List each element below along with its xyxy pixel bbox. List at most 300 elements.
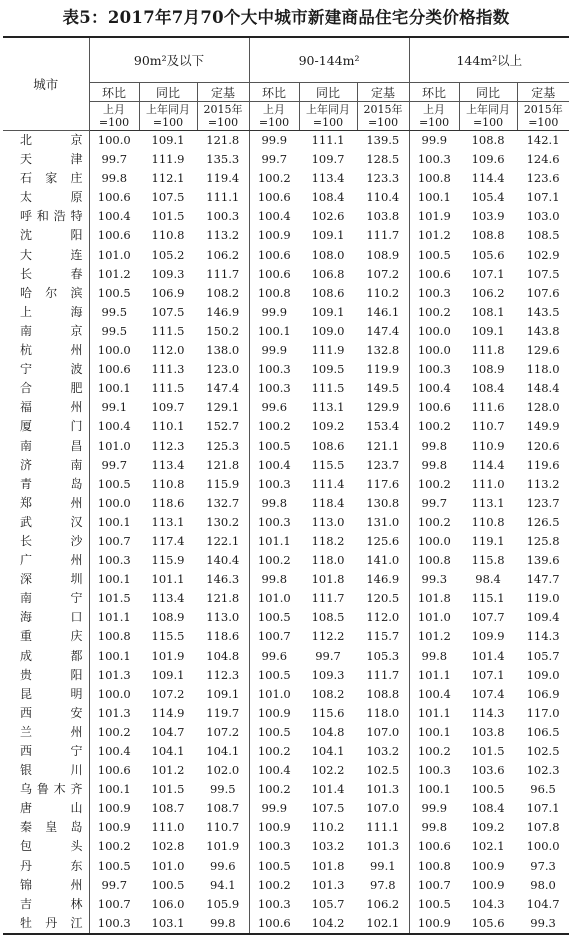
index-value: 111.5 xyxy=(151,381,185,396)
city-name: 吉林 xyxy=(3,895,89,914)
index-value: 109.3 xyxy=(151,266,185,281)
index-value: 110.4 xyxy=(366,190,400,205)
index-value: 99.7 xyxy=(101,152,128,167)
index-value: 101.3 xyxy=(97,705,131,720)
index-value: 129.1 xyxy=(206,400,240,415)
index-value: 146.9 xyxy=(366,572,400,587)
index-value: 99.6 xyxy=(249,647,299,666)
base-header-line2: =100 xyxy=(207,116,239,129)
index-value: 100.6 xyxy=(249,246,299,265)
index-value: 103.2 xyxy=(311,839,345,854)
index-value: 100.0 xyxy=(97,343,131,358)
index-value: 115.9 xyxy=(206,476,240,491)
index-value: 100.3 xyxy=(249,837,299,856)
index-value: 108.9 xyxy=(366,247,400,262)
index-value: 100.3 xyxy=(249,379,299,398)
index-value: 100.3 xyxy=(206,209,240,224)
index-value: 99.8 xyxy=(249,494,299,513)
table-row xyxy=(3,570,569,589)
index-value: 101.5 xyxy=(151,209,185,224)
sub-header: 同比 xyxy=(299,83,357,102)
index-value: 109.3 xyxy=(311,667,345,682)
index-value: 117.0 xyxy=(526,705,560,720)
table-row xyxy=(3,150,569,169)
index-value: 106.5 xyxy=(526,724,560,739)
table-row xyxy=(3,265,569,284)
index-value: 109.5 xyxy=(311,362,345,377)
index-value: 99.8 xyxy=(197,914,249,934)
index-value: 113.2 xyxy=(526,476,560,491)
index-value: 118.4 xyxy=(311,495,345,510)
table-row xyxy=(3,704,569,723)
index-value: 100.1 xyxy=(409,780,459,799)
index-value: 100.7 xyxy=(97,533,131,548)
index-value: 100.3 xyxy=(249,475,299,494)
city-name: 天津 xyxy=(3,150,89,169)
index-value: 114.4 xyxy=(471,457,505,472)
index-value: 108.2 xyxy=(311,686,345,701)
base-header-line2: =100 xyxy=(418,116,450,129)
index-value: 100.9 xyxy=(97,820,131,835)
city-name: 丹东 xyxy=(3,857,89,876)
index-value: 99.9 xyxy=(409,131,459,151)
city-name: 南京 xyxy=(3,322,89,341)
index-value: 108.0 xyxy=(311,247,345,262)
index-value: 111.4 xyxy=(311,476,345,491)
index-value: 102.0 xyxy=(206,763,240,778)
index-value: 100.7 xyxy=(97,896,131,911)
index-value: 100.2 xyxy=(249,417,299,436)
index-value: 99.7 xyxy=(101,877,128,892)
city-name: 太原 xyxy=(3,188,89,207)
table-row xyxy=(3,456,569,475)
index-value: 100.1 xyxy=(97,381,131,396)
base-header xyxy=(517,102,569,131)
index-value: 100.2 xyxy=(409,417,459,436)
index-value: 101.0 xyxy=(97,247,131,262)
index-value: 100.3 xyxy=(409,360,459,379)
index-value: 118.0 xyxy=(311,553,345,568)
index-value: 147.7 xyxy=(526,572,560,587)
index-value: 105.4 xyxy=(471,190,505,205)
index-value: 100.9 xyxy=(409,914,459,934)
base-header xyxy=(249,102,299,131)
index-value: 108.9 xyxy=(471,362,505,377)
index-value: 100.2 xyxy=(249,169,299,188)
index-value: 147.4 xyxy=(206,381,240,396)
index-value: 112.0 xyxy=(151,343,185,358)
index-value: 100.0 xyxy=(97,133,131,147)
city-name: 长沙 xyxy=(3,532,89,551)
index-value: 99.8 xyxy=(409,456,459,475)
base-header-line1: 2015年 xyxy=(203,103,243,116)
index-value: 105.7 xyxy=(526,648,560,663)
index-value: 99.9 xyxy=(249,303,299,322)
index-value: 114.3 xyxy=(471,705,505,720)
index-value: 102.1 xyxy=(471,839,505,854)
index-value: 101.2 xyxy=(409,627,459,646)
index-value: 100.5 xyxy=(97,285,131,300)
table-row xyxy=(3,857,569,876)
index-value: 99.3 xyxy=(517,914,569,934)
index-value: 132.7 xyxy=(206,495,240,510)
index-value: 100.1 xyxy=(97,572,131,587)
index-value: 110.8 xyxy=(471,514,505,529)
index-value: 110.8 xyxy=(151,228,185,243)
index-value: 109.1 xyxy=(151,667,185,682)
index-value: 105.3 xyxy=(366,648,400,663)
city-name: 哈尔滨 xyxy=(3,284,89,303)
index-value: 107.0 xyxy=(366,724,400,739)
base-header-line1: 上年同月 xyxy=(466,103,511,116)
index-value: 100.6 xyxy=(409,398,459,417)
table-row xyxy=(3,914,569,934)
index-value: 100.4 xyxy=(97,209,131,224)
index-value: 100.2 xyxy=(409,742,459,761)
index-value: 111.1 xyxy=(311,133,345,147)
base-header xyxy=(197,102,249,131)
index-value: 103.0 xyxy=(526,209,560,224)
index-value: 101.3 xyxy=(366,839,400,854)
city-name: 厦门 xyxy=(3,417,89,436)
index-value: 124.6 xyxy=(526,152,560,167)
index-value: 99.7 xyxy=(101,457,128,472)
index-value: 101.0 xyxy=(249,685,299,704)
index-value: 106.9 xyxy=(526,686,560,701)
index-value: 102.1 xyxy=(357,914,409,934)
index-value: 130.8 xyxy=(366,495,400,510)
sub-header: 环比 xyxy=(89,83,139,102)
index-value: 100.6 xyxy=(249,188,299,207)
index-value: 107.5 xyxy=(151,190,185,205)
index-value: 113.1 xyxy=(151,514,185,529)
table-row xyxy=(3,837,569,856)
index-value: 112.2 xyxy=(311,629,345,644)
index-value: 100.3 xyxy=(89,914,139,934)
index-value: 102.6 xyxy=(311,209,345,224)
index-value: 105.9 xyxy=(206,896,240,911)
table-row xyxy=(3,876,569,895)
index-value: 125.6 xyxy=(366,533,400,548)
index-value: 130.2 xyxy=(206,514,240,529)
index-value: 101.4 xyxy=(471,648,505,663)
index-value: 100.1 xyxy=(409,723,459,742)
index-value: 123.7 xyxy=(366,457,400,472)
table-row xyxy=(3,742,569,761)
index-value: 100.9 xyxy=(249,226,299,245)
index-value: 98.4 xyxy=(475,572,501,587)
index-value: 140.4 xyxy=(206,553,240,568)
index-value: 111.7 xyxy=(206,266,240,281)
index-value: 119.7 xyxy=(206,705,240,720)
index-value: 111.7 xyxy=(311,591,345,606)
price-index-table xyxy=(3,36,569,935)
table-row xyxy=(3,666,569,685)
table-row xyxy=(3,551,569,570)
index-value: 103.1 xyxy=(139,914,197,934)
table-row xyxy=(3,818,569,837)
index-value: 113.4 xyxy=(151,457,185,472)
index-value: 100.6 xyxy=(249,914,299,934)
group-header-medium: 90-144m² xyxy=(249,37,409,83)
table-row xyxy=(3,780,569,799)
index-value: 108.8 xyxy=(366,686,400,701)
index-value: 109.2 xyxy=(471,820,505,835)
index-value: 112.0 xyxy=(366,610,400,625)
index-value: 101.2 xyxy=(409,226,459,245)
base-header xyxy=(299,102,357,131)
index-value: 99.7 xyxy=(315,648,341,663)
table-row xyxy=(3,226,569,245)
table-row xyxy=(3,761,569,780)
index-value: 139.5 xyxy=(366,133,400,147)
index-value: 107.2 xyxy=(206,724,240,739)
index-value: 101.9 xyxy=(206,839,240,854)
index-value: 107.1 xyxy=(471,667,505,682)
index-value: 108.6 xyxy=(311,285,345,300)
index-value: 100.5 xyxy=(249,723,299,742)
index-value: 115.5 xyxy=(311,457,345,472)
city-name: 呼和浩特 xyxy=(3,207,89,226)
index-value: 109.7 xyxy=(311,152,345,167)
table-row xyxy=(3,437,569,456)
index-value: 148.4 xyxy=(526,381,560,396)
index-value: 123.7 xyxy=(526,495,560,510)
index-value: 118.6 xyxy=(151,495,185,510)
city-name: 沈阳 xyxy=(3,226,89,245)
city-name: 南宁 xyxy=(3,589,89,608)
index-value: 100.5 xyxy=(249,857,299,876)
index-value: 99.7 xyxy=(249,150,299,169)
index-value: 97.3 xyxy=(530,858,556,873)
index-value: 106.8 xyxy=(311,266,345,281)
table-row xyxy=(3,589,569,608)
index-value: 100.1 xyxy=(249,322,299,341)
index-value: 108.4 xyxy=(311,190,345,205)
index-value: 100.0 xyxy=(526,839,560,854)
index-value: 100.8 xyxy=(249,284,299,303)
index-value: 111.7 xyxy=(366,667,400,682)
index-value: 100.4 xyxy=(249,761,299,780)
sub-header: 定基 xyxy=(197,83,249,102)
index-value: 101.3 xyxy=(366,782,400,797)
index-value: 149.9 xyxy=(526,419,560,434)
index-value: 100.9 xyxy=(471,877,505,892)
index-value: 111.3 xyxy=(151,362,185,377)
index-value: 118.6 xyxy=(206,629,240,644)
table-row xyxy=(3,513,569,532)
index-value: 99.5 xyxy=(209,782,236,797)
index-value: 110.7 xyxy=(471,419,505,434)
index-value: 101.2 xyxy=(97,266,131,281)
index-value: 150.2 xyxy=(206,323,240,338)
base-header-line1: 上年同月 xyxy=(146,103,190,116)
index-value: 125.8 xyxy=(526,533,560,548)
index-value: 99.9 xyxy=(409,799,459,818)
city-name: 深圳 xyxy=(3,570,89,589)
base-header-line1: 2015年 xyxy=(363,103,403,116)
index-value: 100.2 xyxy=(249,780,299,799)
index-value: 107.4 xyxy=(471,686,505,701)
city-name: 青岛 xyxy=(3,475,89,494)
index-value: 110.2 xyxy=(366,285,400,300)
index-value: 101.1 xyxy=(97,610,131,625)
city-name: 牡丹江 xyxy=(3,914,89,934)
city-name: 兰州 xyxy=(3,723,89,742)
index-value: 108.7 xyxy=(206,801,240,816)
city-name: 昆明 xyxy=(3,685,89,704)
table-row xyxy=(3,398,569,417)
index-value: 111.1 xyxy=(206,190,240,205)
index-value: 110.1 xyxy=(151,419,185,434)
city-name: 上海 xyxy=(3,303,89,322)
table-row xyxy=(3,207,569,226)
index-value: 115.9 xyxy=(151,553,185,568)
table-row xyxy=(3,131,569,151)
table-row xyxy=(3,627,569,646)
index-value: 100.6 xyxy=(97,763,131,778)
index-value: 143.5 xyxy=(526,304,560,319)
index-value: 99.9 xyxy=(249,131,299,151)
index-value: 113.0 xyxy=(206,610,240,625)
index-value: 94.1 xyxy=(209,877,236,892)
index-value: 99.9 xyxy=(249,341,299,360)
index-value: 120.5 xyxy=(366,591,400,606)
index-value: 104.3 xyxy=(471,896,505,911)
index-value: 100.6 xyxy=(97,190,131,205)
index-value: 110.8 xyxy=(151,476,185,491)
index-value: 106.0 xyxy=(151,896,185,911)
index-value: 100.2 xyxy=(249,876,299,895)
table-row xyxy=(3,188,569,207)
index-value: 100.0 xyxy=(409,532,459,551)
index-value: 104.1 xyxy=(206,744,240,758)
index-value: 97.8 xyxy=(369,877,396,892)
index-value: 118.2 xyxy=(311,533,345,548)
index-value: 100.9 xyxy=(97,801,131,816)
city-name: 成都 xyxy=(3,647,89,666)
index-value: 96.5 xyxy=(530,782,556,797)
index-value: 110.7 xyxy=(206,820,240,835)
index-value: 146.1 xyxy=(366,304,400,319)
index-value: 100.1 xyxy=(97,514,131,529)
index-value: 138.0 xyxy=(206,343,240,358)
index-value: 100.0 xyxy=(409,322,459,341)
index-value: 100.5 xyxy=(97,476,131,491)
index-value: 99.5 xyxy=(101,323,128,338)
index-value: 99.8 xyxy=(249,570,299,589)
index-value: 99.7 xyxy=(409,494,459,513)
index-value: 104.8 xyxy=(311,724,345,739)
index-value: 111.1 xyxy=(366,820,400,835)
index-value: 99.9 xyxy=(249,799,299,818)
index-value: 108.8 xyxy=(471,228,505,243)
city-name: 武汉 xyxy=(3,513,89,532)
index-value: 109.2 xyxy=(311,419,345,434)
index-value: 112.1 xyxy=(151,171,185,186)
index-value: 100.4 xyxy=(409,379,459,398)
index-value: 100.5 xyxy=(471,782,505,797)
city-name: 唐山 xyxy=(3,799,89,818)
sub-header: 定基 xyxy=(357,83,409,102)
index-value: 152.7 xyxy=(206,419,240,434)
index-value: 99.8 xyxy=(101,171,128,186)
index-value: 106.2 xyxy=(471,285,505,300)
index-value: 104.7 xyxy=(151,724,185,739)
index-value: 110.9 xyxy=(471,438,505,453)
index-value: 107.5 xyxy=(311,801,345,816)
index-value: 100.2 xyxy=(409,303,459,322)
city-name: 锦州 xyxy=(3,876,89,895)
index-value: 109.6 xyxy=(471,152,505,167)
index-value: 121.8 xyxy=(206,133,240,147)
index-value: 111.7 xyxy=(366,228,400,243)
index-value: 109.1 xyxy=(311,304,345,319)
index-value: 108.2 xyxy=(206,285,240,300)
city-name: 北京 xyxy=(3,131,89,151)
index-value: 139.6 xyxy=(526,553,560,568)
index-value: 102.3 xyxy=(526,763,560,778)
index-value: 100.9 xyxy=(471,858,505,873)
index-value: 107.2 xyxy=(366,266,400,281)
index-value: 106.2 xyxy=(206,247,240,262)
index-value: 100.6 xyxy=(409,837,459,856)
index-value: 119.1 xyxy=(471,533,505,548)
index-value: 115.5 xyxy=(151,629,185,644)
index-value: 132.8 xyxy=(366,343,400,358)
index-value: 100.3 xyxy=(97,553,131,568)
index-value: 115.8 xyxy=(471,553,505,568)
index-value: 111.9 xyxy=(311,343,345,358)
table-row xyxy=(3,379,569,398)
index-value: 131.0 xyxy=(366,514,400,529)
index-value: 101.0 xyxy=(409,608,459,627)
index-value: 100.9 xyxy=(249,818,299,837)
index-value: 102.2 xyxy=(311,763,345,778)
index-value: 101.3 xyxy=(311,877,345,892)
index-value: 119.6 xyxy=(526,457,560,472)
city-name: 宁波 xyxy=(3,360,89,379)
index-value: 122.1 xyxy=(206,533,240,548)
index-value: 103.8 xyxy=(471,724,505,739)
index-value: 108.9 xyxy=(151,610,185,625)
table-row xyxy=(3,246,569,265)
index-value: 128.5 xyxy=(366,152,400,167)
index-value: 123.0 xyxy=(206,362,240,377)
index-value: 99.5 xyxy=(101,304,128,319)
index-value: 142.1 xyxy=(526,133,560,147)
index-value: 108.5 xyxy=(311,610,345,625)
index-value: 101.1 xyxy=(151,572,185,587)
index-value: 109.0 xyxy=(526,667,560,682)
index-value: 101.9 xyxy=(409,207,459,226)
index-value: 113.1 xyxy=(311,400,345,415)
index-value: 105.6 xyxy=(459,914,517,934)
index-value: 146.9 xyxy=(206,304,240,319)
index-value: 101.8 xyxy=(311,572,345,587)
index-value: 100.8 xyxy=(97,629,131,644)
sub-header: 同比 xyxy=(459,83,517,102)
city-name: 南昌 xyxy=(3,437,89,456)
base-header xyxy=(459,102,517,131)
index-value: 123.3 xyxy=(366,171,400,186)
index-value: 121.1 xyxy=(366,438,400,453)
group-header-small: 90m²及以下 xyxy=(89,37,249,83)
index-value: 108.4 xyxy=(471,381,505,396)
index-value: 111.5 xyxy=(311,381,345,396)
table-row xyxy=(3,341,569,360)
table-row xyxy=(3,494,569,513)
